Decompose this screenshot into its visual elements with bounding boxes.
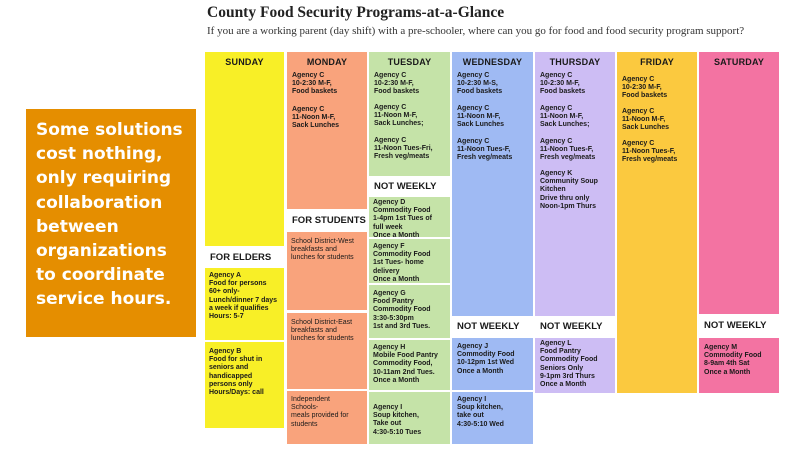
wednesday-column bbox=[452, 52, 533, 444]
monday-independent-cell bbox=[287, 391, 367, 444]
friday-entry-agency-c-fresh: Agency C 11-Noon Tues-F, Fresh veg/meats bbox=[622, 140, 678, 164]
tuesday-agency-i-cell bbox=[369, 392, 450, 444]
wednesday-not-weekly-label: NOT WEEKLY bbox=[452, 318, 533, 336]
tuesday-entry-agency-h: Agency H Mobile Food Pantry Commodity Food, 10-11am 2nd Tues. Once a Month bbox=[373, 344, 438, 384]
wednesday-entry-agency-c-fresh: Agency C 11-Noon Tues-F, Fresh veg/meats bbox=[457, 138, 513, 162]
wednesday-agency-j-cell bbox=[452, 338, 533, 390]
sunday-entry-agency-a: Agency A Food for persons 60+ only- Lunch/dinner 7 days a week if qualifies Hours: 5-7 bbox=[209, 272, 278, 321]
wednesday-header: WEDNESDAY bbox=[462, 57, 523, 67]
tuesday-entry-agency-f: Agency F Commodity Food 1st Tues- home delivery Once a Month bbox=[373, 243, 431, 283]
tuesday-entry-agency-c-lunches: Agency C 11-Noon M-F, Sack Lunches; bbox=[374, 104, 424, 128]
monday-entry-school-west: School District-West breakfasts and lunches for students bbox=[291, 238, 354, 262]
saturday-agency-m-cell bbox=[699, 338, 779, 393]
tuesday-entry-agency-c-baskets: Agency C 10-2:30 M-F, Food baskets bbox=[374, 72, 420, 96]
friday-cell bbox=[617, 52, 697, 393]
thursday-agency-l-cell bbox=[535, 338, 615, 393]
tuesday-top-cell bbox=[369, 52, 450, 176]
wednesday-entry-agency-c-lunches: Agency C 11-Noon M-F, Sack Lunches bbox=[457, 105, 505, 129]
friday-entry-agency-c-lunches: Agency C 11-Noon M-F, Sack Lunches bbox=[622, 108, 670, 132]
tuesday-agency-d-cell bbox=[369, 197, 450, 237]
sunday-header-cell bbox=[205, 52, 284, 246]
monday-entry-independent-schools: Independent Schools- meals provided for students bbox=[291, 396, 349, 428]
sunday-elders-cell bbox=[205, 268, 284, 428]
monday-students-east-cell bbox=[287, 313, 367, 389]
monday-column bbox=[287, 52, 367, 444]
monday-students-west-cell bbox=[287, 232, 367, 310]
tuesday-entry-agency-i: Agency I Soup kitchen, Take out 4:30-5:10 Tues bbox=[373, 404, 422, 436]
sunday-column bbox=[205, 52, 284, 428]
tuesday-agency-f-cell bbox=[369, 239, 450, 283]
thursday-top-cell bbox=[535, 52, 615, 316]
friday-column bbox=[617, 52, 697, 393]
friday-entry-agency-c-baskets: Agency C 10-2:30 M-F, Food baskets bbox=[622, 76, 668, 100]
tuesday-entry-agency-d: Agency D Commodity Food 1-4pm 1st Tues of full week Once a Month bbox=[373, 199, 432, 239]
sunday-entry-agency-b: Agency B Food for shut in seniors and handicapped persons only Hours/Days: call bbox=[209, 348, 264, 397]
tuesday-header: TUESDAY bbox=[387, 57, 432, 67]
friday-header: FRIDAY bbox=[640, 57, 674, 67]
wednesday-entry-agency-i: Agency I Soup kitchen, take out 4:30-5:10 Wed bbox=[457, 396, 504, 428]
divider bbox=[205, 340, 284, 342]
monday-entry-agency-c-baskets: Agency C 10-2:30 M-F, Food baskets bbox=[292, 72, 338, 96]
thursday-header: THURSDAY bbox=[549, 57, 601, 67]
saturday-top-cell bbox=[699, 52, 779, 314]
thursday-not-weekly-label: NOT WEEKLY bbox=[535, 318, 615, 336]
page-title: County Food Security Programs-at-a-Glance bbox=[207, 4, 505, 21]
wednesday-top-cell bbox=[452, 52, 533, 316]
sunday-header: SUNDAY bbox=[225, 57, 264, 67]
thursday-entry-agency-k: Agency K Community Soup Kitchen Drive thru only Noon-1pm Thurs bbox=[540, 170, 598, 210]
monday-entry-school-east: School District-East breakfasts and lunches for students bbox=[291, 319, 354, 343]
thursday-entry-agency-c-fresh: Agency C 11-Noon Tues-F, Fresh veg/meats bbox=[540, 138, 596, 162]
saturday-column bbox=[699, 52, 779, 393]
tuesday-column bbox=[369, 52, 450, 444]
thursday-entry-agency-l: Agency L Food Pantry Commodity Food Seniors Only 9-1pm 3rd Thurs Once a Month bbox=[540, 340, 598, 389]
saturday-header: SATURDAY bbox=[713, 57, 765, 67]
for-elders-label: FOR ELDERS bbox=[205, 249, 284, 267]
callout-text: Some solutions cost nothing, only requiring collaboration between organizations to coordinate service hours. bbox=[36, 120, 183, 310]
thursday-entry-agency-c-baskets: Agency C 10-2:30 M-F, Food baskets bbox=[540, 72, 586, 96]
wednesday-agency-i-cell bbox=[452, 392, 533, 444]
tuesday-agency-h-cell bbox=[369, 340, 450, 390]
wednesday-entry-agency-c-baskets: Agency C 10-2:30 M-S, Food baskets bbox=[457, 72, 503, 96]
monday-top-cell bbox=[287, 52, 367, 209]
thursday-column bbox=[535, 52, 615, 393]
for-students-label: FOR STUDENTS bbox=[287, 212, 367, 230]
page-subtitle: If you are a working parent (day shift) with a pre-schooler, where can you go for food and food security program support? bbox=[207, 25, 745, 37]
tuesday-entry-agency-g: Agency G Food Pantry Commodity Food 3:30-5:30pm 1st and 3rd Tues. bbox=[373, 290, 431, 330]
monday-entry-agency-c-lunches: Agency C 11-Noon M-F, Sack Lunches bbox=[292, 106, 340, 130]
monday-header: MONDAY bbox=[306, 57, 348, 67]
wednesday-entry-agency-j: Agency J Commodity Food 10-12pm 1st Wed Once a Month bbox=[457, 343, 515, 375]
callout-box bbox=[26, 109, 196, 337]
tuesday-not-weekly-label: NOT WEEKLY bbox=[369, 178, 450, 196]
tuesday-agency-g-cell bbox=[369, 285, 450, 338]
saturday-not-weekly-label: NOT WEEKLY bbox=[699, 316, 779, 336]
thursday-entry-agency-c-lunches: Agency C 11-Noon M-F, Sack Lunches; bbox=[540, 105, 590, 129]
saturday-entry-agency-m: Agency M Commodity Food 8-9am 4th Sat Once a Month bbox=[704, 344, 762, 376]
tuesday-entry-agency-c-fresh: Agency C 11-Noon Tues-Fri, Fresh veg/meats bbox=[374, 137, 433, 161]
